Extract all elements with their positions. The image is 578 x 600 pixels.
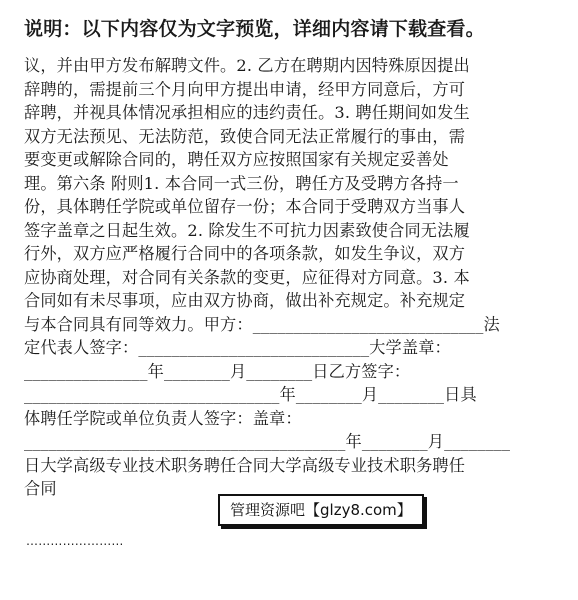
document-line: 份，具体聘任学院或单位留存一份；本合同于受聘双方当事人 <box>24 197 466 216</box>
signature-line-date-party-b: _______________年________月________日乙方签字： <box>24 361 411 381</box>
ellipsis-more: …………………… <box>26 534 124 548</box>
document-line: 双方无法预见、无法防范，致使合同无法正常履行的事由，需 <box>24 126 466 146</box>
signature-line-representative: 定代表人签字：____________________________大学盖章： <box>24 338 451 357</box>
document-line: 辞聘的，需提前三个月向甲方提出申请，经甲方同意后，方可 <box>24 79 466 99</box>
signature-line-date-2: _______________________________________年________月________ <box>24 432 511 451</box>
document-line: 应协商处理，对合同有关条款的变更，应征得对方同意。3. 本 <box>24 267 470 287</box>
signature-line-party-a: 与本合同具有同等效力。甲方：____________________________法 <box>24 314 500 334</box>
watermark-badge[interactable]: 管理资源吧【glzy8.com】 <box>218 494 424 526</box>
document-line: 合同如有未尽事项，应由双方协商，做出补充规定。补充规定 <box>24 291 466 310</box>
document-body <box>24 54 564 501</box>
document-title-line: 日大学高级专业技术职务聘任合同大学高级专业技术职务聘任 <box>24 455 466 475</box>
document-title-line-end: 合同 <box>24 479 57 498</box>
preview-notice: 说明：以下内容仅为文字预览，详细内容请下载查看。 <box>24 18 485 40</box>
document-line: 议，并由甲方发布解聘文件。2. 乙方在聘期内因特殊原因提出 <box>24 56 470 75</box>
document-line: 要变更或解除合同的，聘任双方应按照国家有关规定妥善处 <box>24 150 449 169</box>
document-line: 理。第六条 附则1. 本合同一式三份，聘任方及受聘方各持一 <box>24 173 459 193</box>
document-line: 签字盖章之日起生效。2. 除发生不可抗力因素致使合同无法履 <box>24 220 470 240</box>
document-line: 辞聘，并视具体情况承担相应的违约责任。3. 聘任期间如发生 <box>24 103 470 122</box>
signature-line-college: 体聘任学院或单位负责人签字：盖章： <box>24 408 302 428</box>
signature-line-date: _______________________________年________月________日具 <box>24 385 477 404</box>
document-line: 行外，双方应严格履行合同中的各项条款，如发生争议，双方 <box>24 244 466 263</box>
